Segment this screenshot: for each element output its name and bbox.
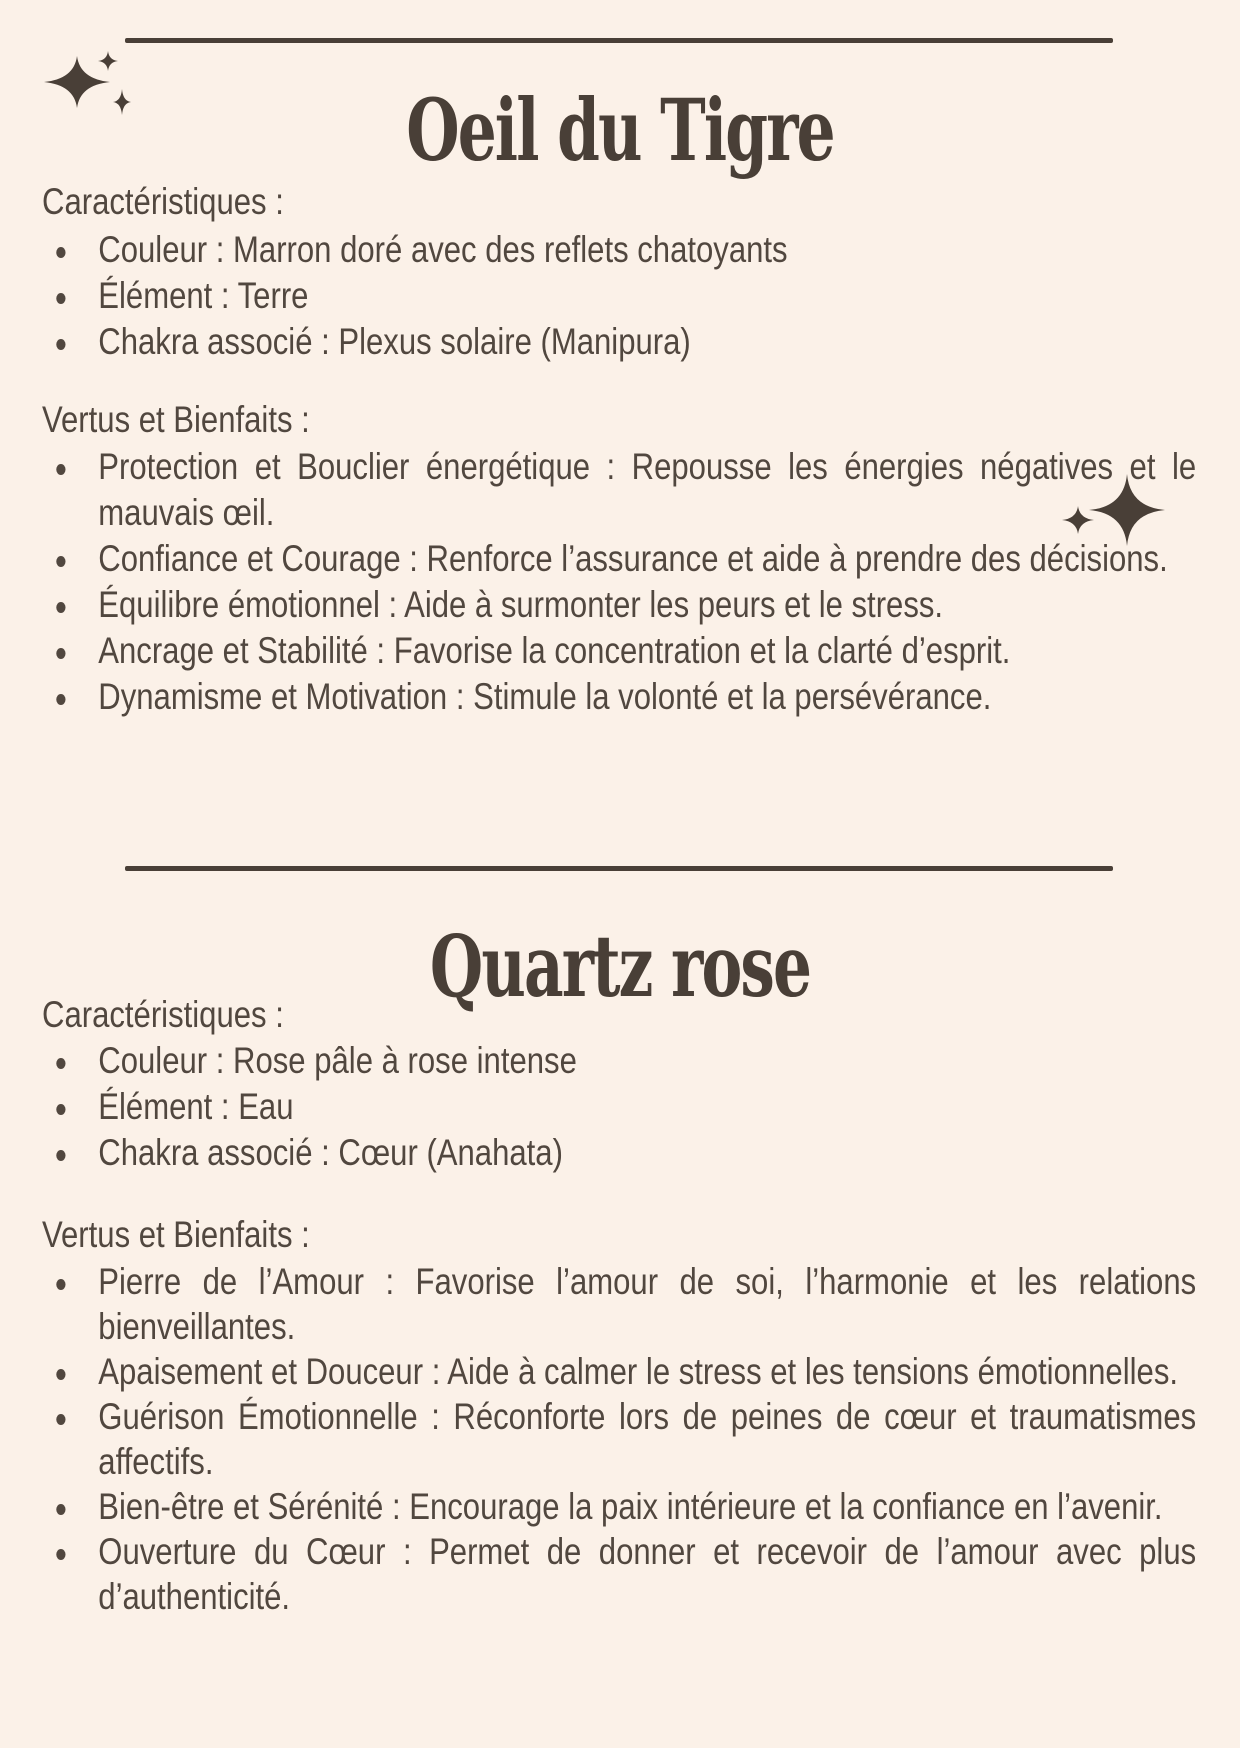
list-item-text: Ancrage et Stabilité : Favorise la concentration et la clarté d’esprit. bbox=[98, 630, 1011, 671]
list-item bbox=[42, 1529, 1196, 1619]
caracteristiques-heading: Caractéristiques : bbox=[42, 994, 284, 1035]
vertus-heading: Vertus et Bienfaits : bbox=[42, 1214, 310, 1255]
list-item bbox=[42, 1084, 1196, 1130]
list-item bbox=[42, 1038, 1196, 1084]
divider-line-top bbox=[125, 38, 1113, 43]
list-item-text: Confiance et Courage : Renforce l’assurance et aide à prendre des décisions. bbox=[98, 538, 1168, 579]
list-item-text: Chakra associé : Plexus solaire (Manipura) bbox=[98, 321, 691, 362]
list-item-text: Dynamisme et Motivation : Stimule la volonté et la persévérance. bbox=[98, 676, 992, 717]
section-title-oeil-du-tigre: Oeil du Tigre bbox=[406, 81, 834, 181]
list-item bbox=[42, 1394, 1196, 1484]
list-item bbox=[42, 1349, 1196, 1394]
list-item-text: Bien-être et Sérénité : Encourage la paix intérieure et la confiance en l’avenir. bbox=[98, 1486, 1163, 1527]
list-item-text: Couleur : Rose pâle à rose intense bbox=[98, 1040, 577, 1081]
caracteristiques-list bbox=[42, 1038, 1196, 1176]
list-item bbox=[42, 444, 1196, 536]
list-item-text: Chakra associé : Cœur (Anahata) bbox=[98, 1132, 563, 1173]
list-item-text: Équilibre émotionnel : Aide à surmonter les peurs et le stress. bbox=[98, 584, 944, 625]
list-item bbox=[42, 536, 1196, 582]
sparkle-cluster-icon bbox=[38, 48, 133, 128]
sparkle-star-icon bbox=[98, 51, 118, 71]
vertus-heading: Vertus et Bienfaits : bbox=[42, 399, 310, 440]
list-item bbox=[42, 273, 1196, 319]
vertus-list bbox=[42, 444, 1196, 720]
caracteristiques-list bbox=[42, 227, 1196, 365]
divider-line-middle bbox=[125, 866, 1113, 871]
vertus-list bbox=[42, 1259, 1196, 1619]
list-item-text: Élément : Terre bbox=[98, 275, 309, 316]
list-item bbox=[42, 582, 1196, 628]
sparkle-star-icon bbox=[44, 56, 110, 108]
list-item-text: Apaisement et Douceur : Aide à calmer le stress et les tensions émotionnelles. bbox=[98, 1351, 1178, 1392]
list-item bbox=[42, 628, 1196, 674]
list-item-text: Élément : Eau bbox=[98, 1086, 294, 1127]
list-item-text: Pierre de l’Amour : Favorise l’amour de soi, l’harmonie et les relations bienveillantes. bbox=[98, 1261, 1197, 1347]
list-item bbox=[42, 319, 1196, 365]
section-title-quartz-rose: Quartz rose bbox=[429, 917, 811, 1017]
list-item bbox=[42, 227, 1196, 273]
list-item-text: Ouverture du Cœur : Permet de donner et recevoir de l’amour avec plus d’authenticité. bbox=[98, 1531, 1197, 1617]
sparkle-star-icon bbox=[113, 89, 131, 115]
caracteristiques-heading: Caractéristiques : bbox=[42, 181, 284, 222]
list-item bbox=[42, 674, 1196, 720]
list-item bbox=[42, 1484, 1196, 1529]
list-item-text: Guérison Émotionnelle : Réconforte lors de peines de cœur et traumatismes affectifs. bbox=[98, 1396, 1197, 1482]
list-item bbox=[42, 1259, 1196, 1349]
list-item bbox=[42, 1130, 1196, 1176]
list-item-text: Couleur : Marron doré avec des reflets chatoyants bbox=[98, 229, 788, 270]
list-item-text: Protection et Bouclier énergétique : Repousse les énergies négatives et le mauvais œil. bbox=[98, 446, 1197, 533]
